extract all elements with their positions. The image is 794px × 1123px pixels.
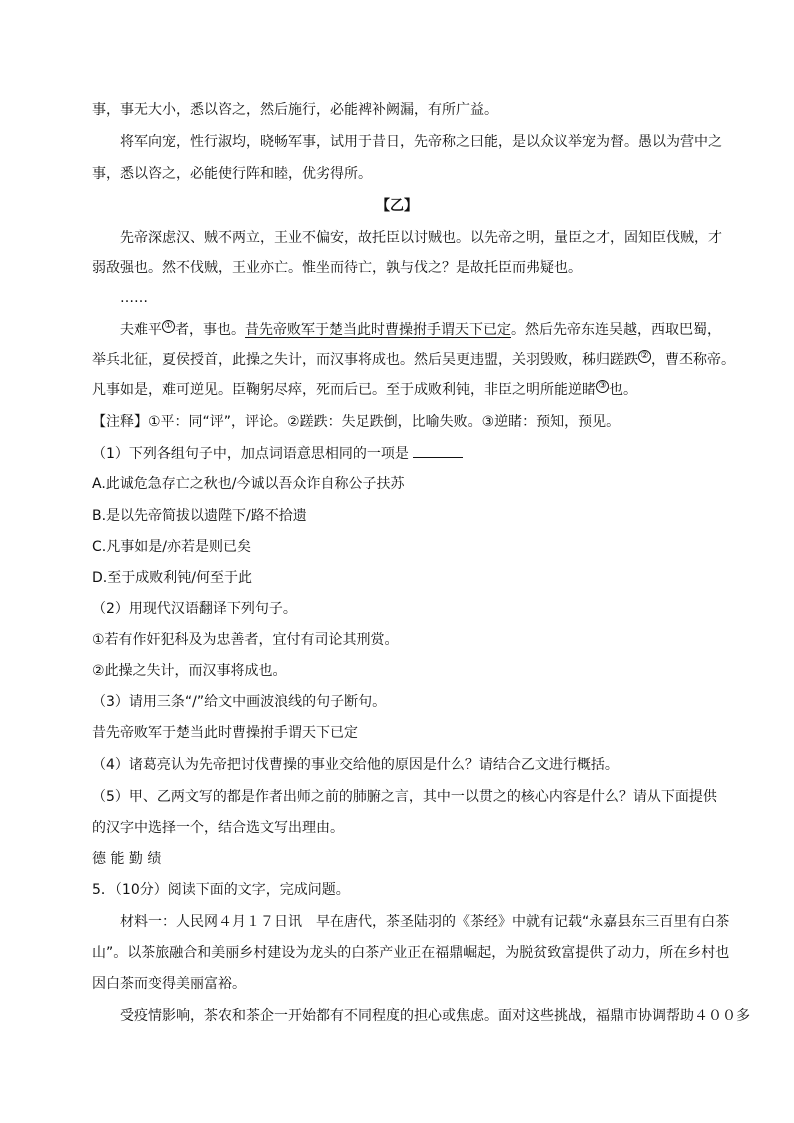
note-marker-3: ③ [596,380,609,393]
option-c: C.凡事如是/亦若是则已矣 [92,539,251,555]
passage-yi-line: 先帝深虑汉、贼不两立，王业不偏安，故托臣以讨贼也。以先帝之明，量臣之才，固知臣伐贼，才 [120,230,722,246]
material-line: 受疫情影响，茶农和茶企一开始都有不同程度的担心或焦虑。面对这些挑战，福鼎市协调帮助４００多 [120,1008,750,1024]
character-choices: 德 能 勤 绩 [92,851,162,867]
passage-jia-line: 将军向宠，性行淑均，晓畅军事，试用于昔日，先帝称之曰能，是以众议举宠为督。愚以为营中之 [120,134,722,150]
material-line: 因白茶而变得美丽富裕。 [92,976,246,992]
passage-yi-line: 弱敌强也。然不伐贼，王业亦亡。惟坐而待亡，孰与伐之？是故托臣而弗疑也。 [92,260,582,276]
translation-sentence-1: ①若有作奸犯科及为忠善者，宜付有司论其刑赏。 [92,632,399,648]
answer-blank[interactable] [413,445,463,458]
sentence-to-punctuate: 昔先帝败军于楚当此时曹操拊手谓天下已定 [92,725,358,741]
option-a: A.此诚危急存亡之秋也/今诚以吾众诈自称公子扶苏 [92,476,405,492]
material-line: 材料一：人民网４月１７日讯 早在唐代，茶圣陆羽的《茶经》中就有记载“永嘉县东三百里有白茶 [120,914,730,930]
ellipsis: …… [120,290,148,306]
question-1-stem [92,444,463,464]
material-line: 山”。以茶旅融合和美丽乡村建设为龙头的白茶产业正在福鼎崛起，为脱贫致富提供了动力，所在乡村也 [92,945,730,961]
note-marker-1: ① [162,320,175,333]
passage-jia-line: 事，悉以咨之，必能使行阵和睦，优劣得所。 [92,166,372,182]
question-5-header: 5．（10分）阅读下面的文字，完成问题。 [92,882,350,898]
wavy-underlined-sentence: 昔先帝败军于楚当此时曹操拊手谓天下已定 [245,322,511,338]
text-run: 夫难平 [120,322,162,338]
option-d: D.至于成败利钝/何至于此 [92,570,252,586]
text-run: 凡事如是，难可逆见。臣鞠躬尽瘁，死而后已。至于成败利钝，非臣之明所能逆睹 [92,382,596,398]
passage-yi-line [120,320,721,340]
passage-yi-line [92,350,735,370]
text-run: 举兵北征，夏侯授首，此操之失计，而汉事将成也。然后吴更违盟，关羽毁败，秭归蹉跌 [92,352,638,368]
translation-sentence-2: ②此操之失计，而汉事将成也。 [92,663,287,679]
question-3-stem: （3）请用三条“/”给文中画波浪线的句子断句。 [92,694,387,710]
option-b: B.是以先帝简拔以遗陛下/路不拾遗 [92,508,307,524]
question-text: （1）下列各组句子中，加点词语意思相同的一项是 [92,446,409,462]
section-yi-title: 【乙】 [376,198,418,214]
question-2-stem: （2）用现代汉语翻译下列句子。 [92,601,297,617]
note-marker-2: ② [638,350,651,363]
annotation-notes: 【注释】①平：同“评”，评论。②蹉跌：失足跌倒，比喻失败。③逆睹：预知，预见。 [92,414,621,430]
text-run: 者，事也。 [175,322,245,338]
passage-jia-line: 事，事无大小，悉以咨之，然后施行，必能裨补阙漏，有所广益。 [92,102,498,118]
question-5-stem: （5）甲、乙两文写的都是作者出师之前的肺腑之言，其中一以贯之的核心内容是什么？请从下面提供 [92,789,717,805]
question-4-stem: （4）诸葛亮认为先帝把讨伐曹操的事业交给他的原因是什么？请结合乙文进行概括。 [92,757,619,773]
question-5-stem: 的汉字中选择一个，结合选文写出理由。 [92,820,344,836]
text-run: 。然后先帝东连吴越，西取巴蜀， [511,322,721,338]
text-run: 也。 [609,382,637,398]
text-run: ，曹丕称帝。 [651,352,735,368]
passage-yi-line [92,380,637,400]
